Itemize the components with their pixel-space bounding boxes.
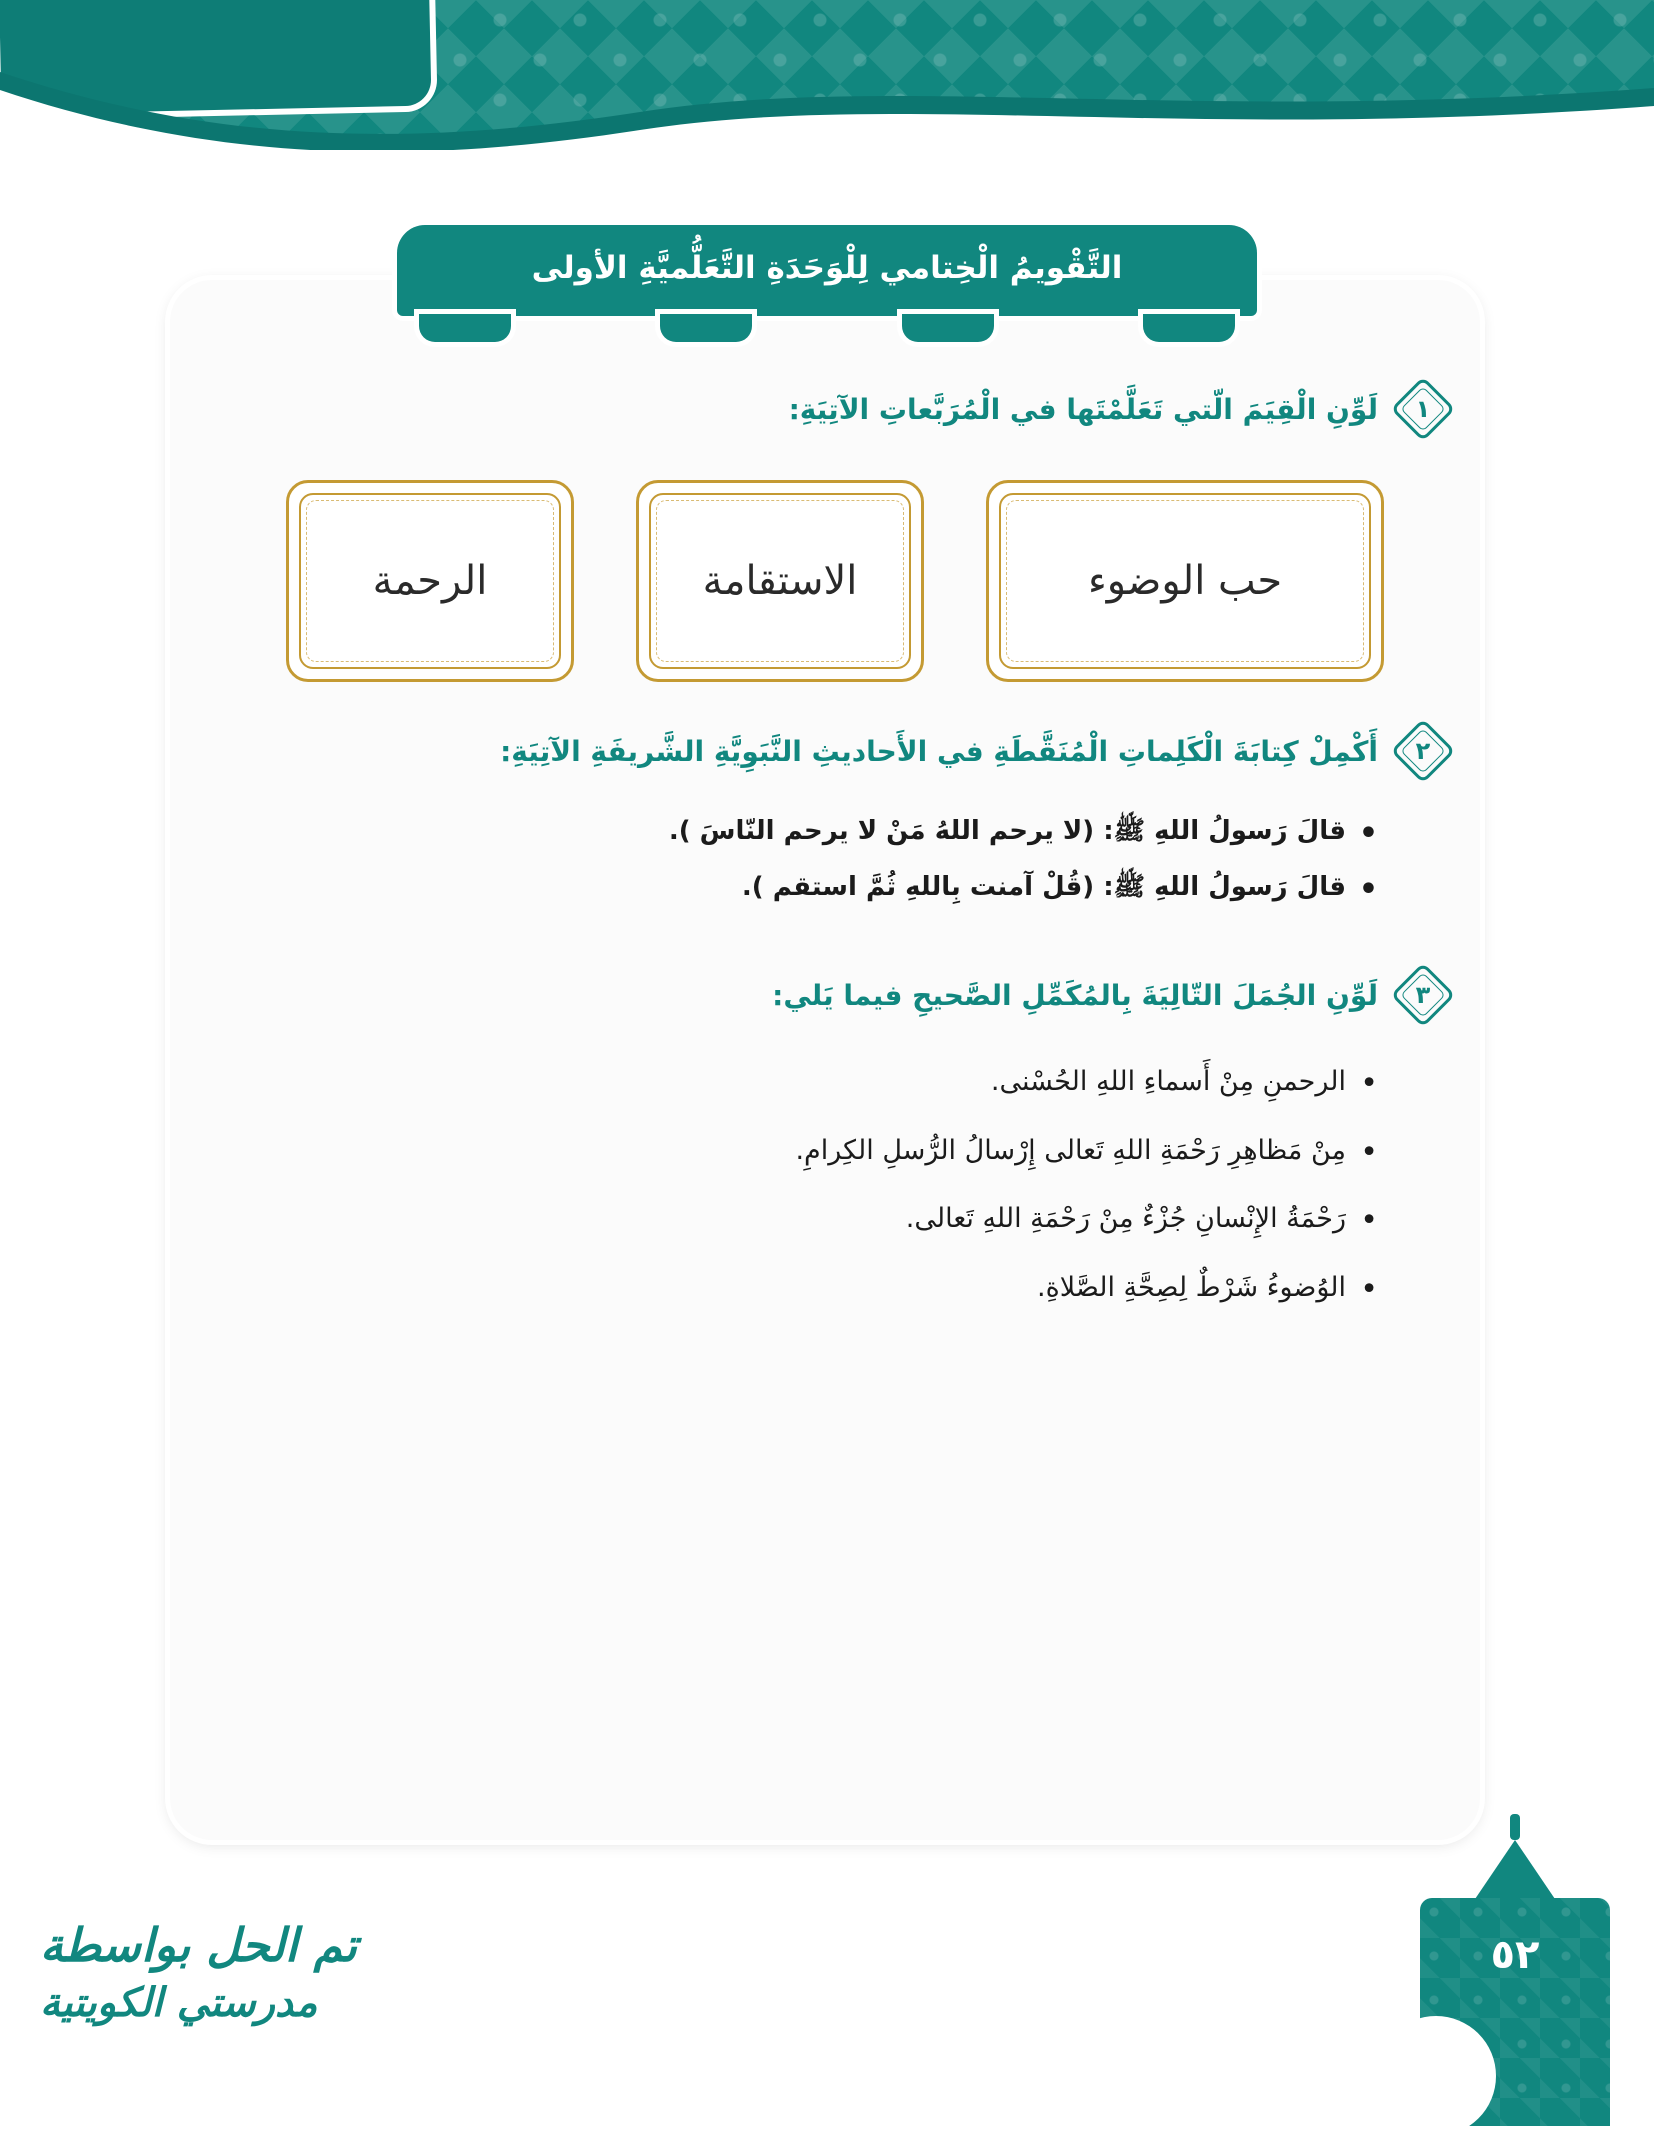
worksheet-content (200, 380, 1450, 1333)
plaque-tooth (419, 314, 511, 342)
spacer (200, 682, 1450, 722)
value-box-inner (999, 493, 1371, 669)
list-item[interactable]: • قالَ رَسولُ اللهِ ﷺ: (لا يرحم اللهُ مَنْ لا يرحم النّاسَ ). (240, 804, 1380, 860)
plaque-teeth-decor (419, 314, 1235, 342)
question-number: ٢ (1415, 737, 1431, 765)
list-item[interactable]: • الوُضوءُ شَرْطٌ لِصِحَّةِ الصَّلاةِ. (240, 1254, 1380, 1323)
question-number: ١ (1415, 395, 1431, 423)
sentences-list (240, 1048, 1380, 1323)
question-number-badge (1396, 724, 1450, 778)
page-header-band (0, 0, 1654, 150)
value-box-label: حب الوضوء (1087, 558, 1283, 604)
question-2 (200, 722, 1450, 778)
watermark (40, 1918, 377, 2026)
list-item[interactable]: • رَحْمَةُ الإِنْسانِ جُزْءٌ مِنْ رَحْمَةِ اللهِ تَعالى. (240, 1185, 1380, 1254)
question-3 (200, 966, 1450, 1022)
value-box-inner (299, 493, 561, 669)
list-item[interactable]: • قالَ رَسولُ اللهِ ﷺ: (قُلْ آمنت بِاللهِ ثُمَّ استقم ). (240, 860, 1380, 916)
value-box-label: الرحمة (372, 558, 488, 604)
spacer (200, 926, 1450, 966)
page-number: ٥٢ (1490, 1932, 1540, 1978)
list-item[interactable]: • الرحمنِ مِنْ أَسماءِ اللهِ الحُسْنى. (240, 1048, 1380, 1117)
watermark-line-1: تم الحل بواسطة (40, 1918, 358, 1972)
plaque-tooth (1143, 314, 1235, 342)
value-box-alrahma[interactable] (286, 480, 574, 682)
badge-corner-cut (1376, 2016, 1496, 2136)
value-boxes-group (200, 480, 1450, 682)
question-prompt: أَكْمِلْ كِتابَةَ الْكَلِماتِ الْمُنَقَّطَةِ في الأَحاديثِ النَّبَوِيَّةِ الشَّريفَةِ الآتِيَةِ: (500, 735, 1378, 768)
page-title: التَّقْويمُ الْخِتامي لِلْوَحَدَةِ التَّعَلُّميَّةِ الأولى (531, 250, 1123, 286)
value-box-alistiqama[interactable] (636, 480, 924, 682)
page-number-badge (1420, 1840, 1610, 2126)
list-item[interactable]: • مِنْ مَظاهِرِ رَحْمَةِ اللهِ تَعالى إِرْسالُ الرُّسلِ الكِرامِ. (240, 1117, 1380, 1186)
unit-title-banner (397, 225, 1257, 316)
header-wave-divider (0, 66, 1654, 150)
title-plaque (397, 225, 1257, 316)
value-box-inner (649, 493, 911, 669)
value-box-label: الاستقامة (702, 558, 858, 604)
question-number: ٣ (1415, 980, 1431, 1009)
value-box-hub-alwudu[interactable] (986, 480, 1384, 682)
question-number-badge (1396, 968, 1450, 1022)
dome-icon (1473, 1840, 1557, 1902)
hadith-list (240, 804, 1380, 916)
question-number-badge (1396, 382, 1450, 436)
plaque-tooth (902, 314, 994, 342)
question-1 (200, 380, 1450, 436)
question-prompt: لَوِّنِ الجُمَلَ التّالِيَةَ بِالمُكَمِّلِ الصَّحيحِ فيما يَلي: (772, 978, 1378, 1012)
question-prompt: لَوِّنِ الْقِيَمَ الّتي تَعَلَّمْتَها في الْمُرَبَّعاتِ الآتِيَةِ: (788, 393, 1378, 426)
plaque-tooth (660, 314, 752, 342)
watermark-line-2: مدرستي الكويتية (40, 1980, 318, 2026)
